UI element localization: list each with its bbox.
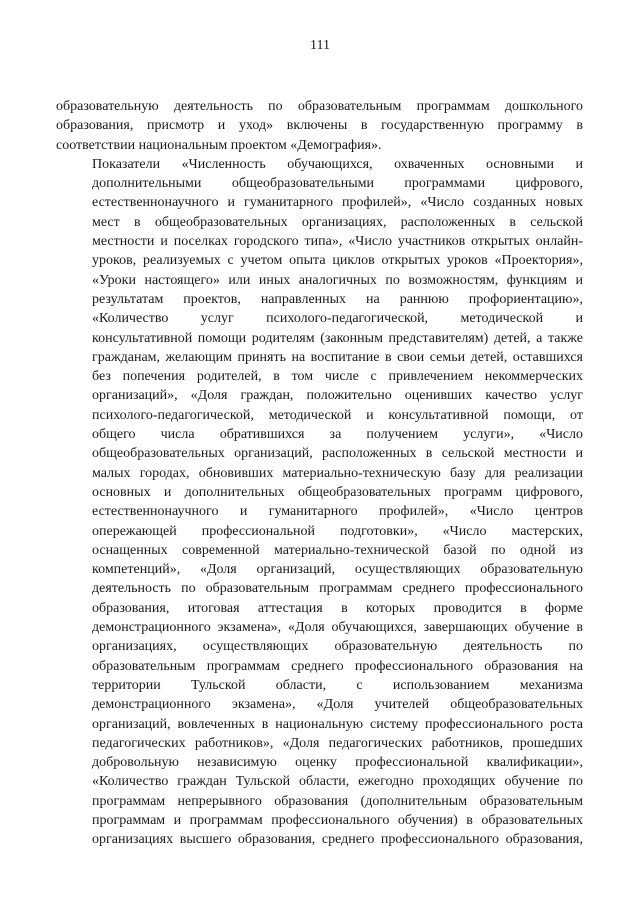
text-line: образовательную деятельность по образовательным программам дошкольного [56,99,583,114]
text-line: демонстрационного экзамена», «Доля обучающихся, завершающих обучение в [92,620,583,636]
page-number: 111 [310,38,330,53]
text-line: «Количество услуг психолого-педагогической, методической и [92,311,583,327]
text-line: «Уроки настоящего» или иных аналогичных по возможностям, функциям и [92,272,583,288]
text-line: дополнительными общеобразовательными программами цифрового, [92,176,583,192]
text-line: консультативной помощи родителям (законным представителям) детей, а также [92,330,583,346]
text-line: демонстрационного экзамена», «Доля учителей общеобразовательных [92,697,583,713]
text-line: естественнонаучного и гуманитарного профилей», «Число созданных новых [92,195,583,211]
text-line: мест в общеобразовательных организациях, расположенных в сельской [92,214,583,230]
text-line: местности и поселках городского типа», «Число участников открытых онлайн- [92,234,583,250]
body-text [56,97,583,850]
text-line: образования, присмотр и уход» включены в государственную программу в [56,118,583,134]
text-line: уроков, реализуемых с учетом опыта циклов открытых уроков «Проектория», [92,253,583,269]
text-line: программам непрерывного образования (дополнительным образовательным [92,793,583,809]
text-line: гражданам, желающим принять на воспитание в свои семьи детей, оставшихся [92,349,583,365]
text-line: естественнонаучного и гуманитарного профилей», «Число центров [92,504,583,520]
text-line: деятельность по образовательным программам среднего профессионального [92,581,583,597]
text-line: «Количество граждан Тульской области, ежегодно проходящих обучение по [92,774,583,790]
text-line: общеобразовательных организаций, расположенных в сельской местности и [92,446,583,462]
text-line: без попечения родителей, в том числе с привлечением некоммерческих [92,369,583,385]
text-line: организаций», «Доля граждан, положительно оценивших качество услуг [92,388,583,404]
text-line: Показатели «Численность обучающихся, охваченных основными и [92,156,583,172]
text-line: образования, итоговая аттестация в которых проводится в форме [92,600,583,616]
text-line: территории Тульской области, с использованием механизма [92,677,583,693]
paragraph [56,155,583,850]
text-line: организациях высшего образования, среднего профессионального образования, [92,832,583,848]
text-line: организаций, вовлеченных в национальную систему профессионального роста [92,716,583,732]
text-line: образовательным программам среднего профессионального образования на [92,658,583,674]
text-line: общего числа обратившихся за получением услуги», «Число [92,427,583,443]
text-line: результатам проектов, направленных на раннюю профориентацию», [92,291,583,307]
text-line: опережающей профессиональной подготовки», «Число мастерских, [92,523,583,539]
paragraph [56,97,583,155]
text-line: программам и программам профессионального обучения) в образовательных [92,812,583,828]
text-line: компетенций», «Доля организаций, осуществляющих образовательную [92,562,583,578]
text-line: малых городах, обновивших материально-техническую базу для реализации [92,465,583,481]
text-line: основных и дополнительных общеобразовательных программ цифрового, [92,484,583,500]
text-line: соответствии национальным проектом «Демография». [56,137,382,153]
text-line: оснащенных современной материально-технической базой по одной из [92,542,583,558]
text-line: организациях, осуществляющих образовательную деятельность по [92,639,583,655]
text-line: педагогических работников», «Доля педагогических работников, прошедших [92,735,583,751]
text-line: психолого-педагогической, методической и консультативной помощи, от [92,407,583,423]
text-line: добровольную независимую оценку профессиональной квалификации», [92,755,583,771]
